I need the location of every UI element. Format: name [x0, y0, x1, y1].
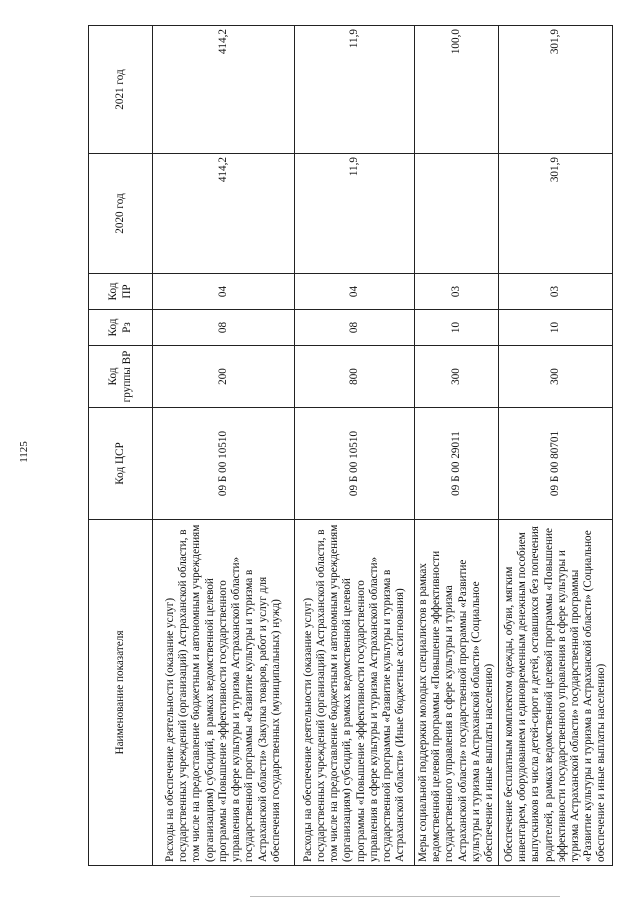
row-name: Расходы на обеспечение деятельности (оказание услуг) государственных учреждений (организаций) Астраханской области, в том числе на предоставление бюджетным и автономным учреждениям (организациям) субсидий, в рамках ведомственной целевой программы «Повышение эффективности государственного управления в сфере культуры и туризма Астраханской области» государственной программы «Развитие культуры и туризма в Астраханской области» (Иные бюджетные ассигнования): [295, 520, 415, 866]
row-2020: 301,9: [499, 154, 613, 274]
row-2021: 100,0: [415, 26, 499, 154]
row-rz: 08: [153, 310, 295, 346]
row-2021: 11,9: [295, 26, 415, 154]
row-rz: 08: [295, 310, 415, 346]
budget-table: [88, 25, 613, 866]
row-vr: 300: [499, 346, 613, 408]
row-pr: 03: [499, 274, 613, 310]
row-2020: 414,2: [153, 154, 295, 274]
header-csr: Код ЦСР: [89, 408, 153, 520]
row-2021: 301,9: [499, 26, 613, 154]
header-rz: Код Рз: [89, 310, 153, 346]
row-vr: 800: [295, 346, 415, 408]
row-csr: 09 Б 00 10510: [295, 408, 415, 520]
table-row: [295, 26, 415, 866]
bottom-divider: [250, 896, 560, 897]
rotated-page: [88, 26, 608, 866]
header-name: Наименование показателя: [89, 520, 153, 866]
row-pr: 03: [415, 274, 499, 310]
row-rz: 10: [499, 310, 613, 346]
row-name: Меры социальной поддержки молодых специалистов в рамках ведомственной целевой программы «Повышение эффективности государственного управления в сфере культуры и туризма Астраханской области» государственной программы «Развитие культуры и туризма в Астраханской области» (Социальное обеспечение и иные выплаты населению): [415, 520, 499, 866]
row-rz: 10: [415, 310, 499, 346]
row-2021: 414,2: [153, 26, 295, 154]
header-pr: Код ПР: [89, 274, 153, 310]
row-vr: 300: [415, 346, 499, 408]
row-2020: 11,9: [295, 154, 415, 274]
row-pr: 04: [153, 274, 295, 310]
row-pr: 04: [295, 274, 415, 310]
header-2020: 2020 год: [89, 154, 153, 274]
row-name: Обеспечение бесплатным комплектом одежды, обуви, мягким инвентарем, оборудованием и единовременным денежным пособием выпускников из числа детей-сирот и детей, оставшихся без попечения родителей, в рамках ведомственной целевой программы «Повышение эффективности государственного управления в сфере культуры и туризма Астраханской области» государственной программы «Развитие культуры и туризма в Астраханской области» (Социальное обеспечение и иные выплаты населению): [499, 520, 613, 866]
table-header-row: [89, 26, 153, 866]
row-vr: 200: [153, 346, 295, 408]
row-2020: [415, 154, 499, 274]
table-row: [153, 26, 295, 866]
table-row: [499, 26, 613, 866]
page-number: 1125: [18, 441, 30, 463]
header-vr: Код группы ВР: [89, 346, 153, 408]
header-2021: 2021 год: [89, 26, 153, 154]
row-csr: 09 Б 00 29011: [415, 408, 499, 520]
table-row: [415, 26, 499, 866]
row-name: Расходы на обеспечение деятельности (оказание услуг) государственных учреждений (организаций) Астраханской области, в том числе на предоставление бюджетным и автономным учреждениям (организациям) субсидий, в рамках ведомственной целевой программы «Повышение эффективности государственного управления в сфере культуры и туризма Астраханской области» государственной программы «Развитие культуры и туризма в Астраханской области» (Закупка товаров, работ и услуг для обеспечения государственных (муниципальных) нужд): [153, 520, 295, 866]
row-csr: 09 Б 00 10510: [153, 408, 295, 520]
row-csr: 09 Б 00 80701: [499, 408, 613, 520]
